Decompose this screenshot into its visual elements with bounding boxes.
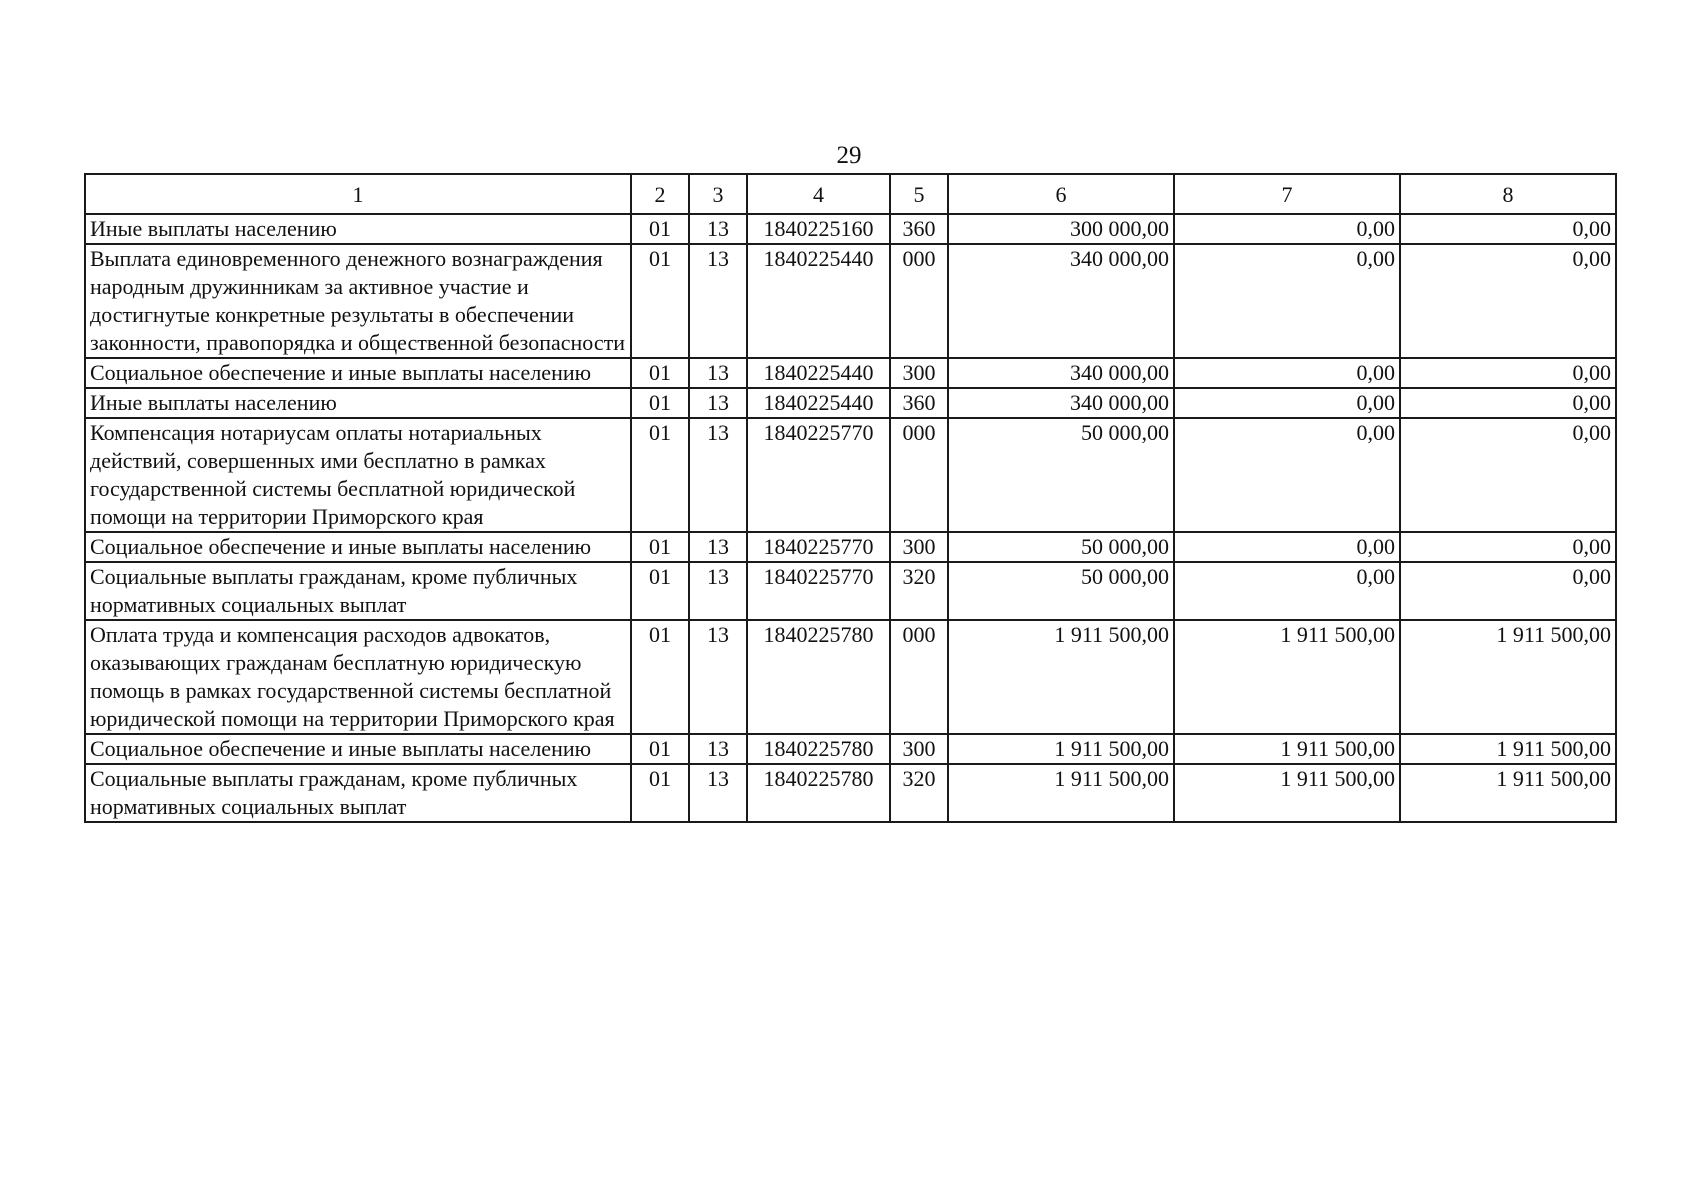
subsection-code: 13 bbox=[689, 358, 747, 388]
amount-col-8: 0,00 bbox=[1400, 214, 1616, 244]
table-row bbox=[85, 358, 1616, 388]
section-code: 01 bbox=[631, 562, 689, 620]
target-article-code: 1840225770 bbox=[747, 532, 890, 562]
amount-col-6: 50 000,00 bbox=[948, 418, 1174, 532]
target-article-code: 1840225780 bbox=[747, 764, 890, 822]
row-description: Социальные выплаты гражданам, кроме публичных нормативных социальных выплат bbox=[85, 562, 631, 620]
target-article-code: 1840225440 bbox=[747, 244, 890, 358]
amount-col-8: 0,00 bbox=[1400, 418, 1616, 532]
subsection-code: 13 bbox=[689, 734, 747, 764]
section-code: 01 bbox=[631, 358, 689, 388]
column-header: 2 bbox=[631, 174, 689, 214]
section-code: 01 bbox=[631, 418, 689, 532]
amount-col-8: 1 911 500,00 bbox=[1400, 734, 1616, 764]
subsection-code: 13 bbox=[689, 620, 747, 734]
amount-col-6: 340 000,00 bbox=[948, 358, 1174, 388]
column-header: 8 bbox=[1400, 174, 1616, 214]
table-row bbox=[85, 244, 1616, 358]
column-header: 3 bbox=[689, 174, 747, 214]
section-code: 01 bbox=[631, 734, 689, 764]
row-description: Социальное обеспечение и иные выплаты населению bbox=[85, 358, 631, 388]
expense-type-code: 320 bbox=[890, 764, 948, 822]
row-description: Иные выплаты населению bbox=[85, 214, 631, 244]
amount-col-7: 1 911 500,00 bbox=[1174, 734, 1400, 764]
table-row bbox=[85, 734, 1616, 764]
row-description: Иные выплаты населению bbox=[85, 388, 631, 418]
target-article-code: 1840225160 bbox=[747, 214, 890, 244]
row-description: Социальное обеспечение и иные выплаты населению bbox=[85, 532, 631, 562]
table-row bbox=[85, 418, 1616, 532]
amount-col-8: 1 911 500,00 bbox=[1400, 620, 1616, 734]
amount-col-6: 300 000,00 bbox=[948, 214, 1174, 244]
expense-type-code: 000 bbox=[890, 418, 948, 532]
amount-col-7: 1 911 500,00 bbox=[1174, 620, 1400, 734]
section-code: 01 bbox=[631, 532, 689, 562]
expense-type-code: 000 bbox=[890, 244, 948, 358]
section-code: 01 bbox=[631, 388, 689, 418]
expense-type-code: 360 bbox=[890, 214, 948, 244]
expense-type-code: 300 bbox=[890, 532, 948, 562]
amount-col-8: 0,00 bbox=[1400, 562, 1616, 620]
subsection-code: 13 bbox=[689, 562, 747, 620]
section-code: 01 bbox=[631, 620, 689, 734]
row-description: Выплата единовременного денежного вознаграждения народным дружинникам за активное участие и достигнутые конкретные результаты в обеспечении законности, правопорядка и общественной безопасности bbox=[85, 244, 631, 358]
amount-col-6: 50 000,00 bbox=[948, 532, 1174, 562]
amount-col-6: 1 911 500,00 bbox=[948, 764, 1174, 822]
amount-col-6: 50 000,00 bbox=[948, 562, 1174, 620]
subsection-code: 13 bbox=[689, 764, 747, 822]
budget-table bbox=[84, 173, 1617, 823]
amount-col-8: 0,00 bbox=[1400, 388, 1616, 418]
section-code: 01 bbox=[631, 214, 689, 244]
target-article-code: 1840225440 bbox=[747, 388, 890, 418]
amount-col-7: 0,00 bbox=[1174, 358, 1400, 388]
amount-col-7: 0,00 bbox=[1174, 244, 1400, 358]
table-row bbox=[85, 214, 1616, 244]
target-article-code: 1840225770 bbox=[747, 562, 890, 620]
amount-col-6: 340 000,00 bbox=[948, 244, 1174, 358]
column-header: 5 bbox=[890, 174, 948, 214]
amount-col-7: 0,00 bbox=[1174, 214, 1400, 244]
amount-col-6: 1 911 500,00 bbox=[948, 620, 1174, 734]
row-description: Оплата труда и компенсация расходов адвокатов, оказывающих гражданам бесплатную юридическую помощь в рамках государственной системы бесплатной юридической помощи на территории Приморского края bbox=[85, 620, 631, 734]
subsection-code: 13 bbox=[689, 418, 747, 532]
table-row bbox=[85, 764, 1616, 822]
amount-col-7: 0,00 bbox=[1174, 532, 1400, 562]
table-row bbox=[85, 562, 1616, 620]
amount-col-7: 0,00 bbox=[1174, 388, 1400, 418]
expense-type-code: 300 bbox=[890, 734, 948, 764]
amount-col-7: 1 911 500,00 bbox=[1174, 764, 1400, 822]
header-row bbox=[85, 174, 1616, 214]
row-description: Социальное обеспечение и иные выплаты населению bbox=[85, 734, 631, 764]
amount-col-8: 0,00 bbox=[1400, 244, 1616, 358]
expense-type-code: 360 bbox=[890, 388, 948, 418]
section-code: 01 bbox=[631, 244, 689, 358]
table-row bbox=[85, 532, 1616, 562]
section-code: 01 bbox=[631, 764, 689, 822]
expense-type-code: 300 bbox=[890, 358, 948, 388]
row-description: Компенсация нотариусам оплаты нотариальных действий, совершенных ими бесплатно в рамках государственной системы бесплатной юридической помощи на территории Приморского края bbox=[85, 418, 631, 532]
amount-col-8: 0,00 bbox=[1400, 532, 1616, 562]
column-header: 7 bbox=[1174, 174, 1400, 214]
expense-type-code: 000 bbox=[890, 620, 948, 734]
table-row bbox=[85, 388, 1616, 418]
subsection-code: 13 bbox=[689, 244, 747, 358]
table-row bbox=[85, 620, 1616, 734]
column-header: 1 bbox=[85, 174, 631, 214]
target-article-code: 1840225770 bbox=[747, 418, 890, 532]
amount-col-7: 0,00 bbox=[1174, 562, 1400, 620]
amount-col-6: 1 911 500,00 bbox=[948, 734, 1174, 764]
subsection-code: 13 bbox=[689, 214, 747, 244]
amount-col-7: 0,00 bbox=[1174, 418, 1400, 532]
target-article-code: 1840225440 bbox=[747, 358, 890, 388]
amount-col-6: 340 000,00 bbox=[948, 388, 1174, 418]
subsection-code: 13 bbox=[689, 388, 747, 418]
amount-col-8: 0,00 bbox=[1400, 358, 1616, 388]
subsection-code: 13 bbox=[689, 532, 747, 562]
target-article-code: 1840225780 bbox=[747, 620, 890, 734]
target-article-code: 1840225780 bbox=[747, 734, 890, 764]
expense-type-code: 320 bbox=[890, 562, 948, 620]
column-header: 4 bbox=[747, 174, 890, 214]
amount-col-8: 1 911 500,00 bbox=[1400, 764, 1616, 822]
column-header: 6 bbox=[948, 174, 1174, 214]
page-number: 29 bbox=[836, 142, 862, 169]
row-description: Социальные выплаты гражданам, кроме публичных нормативных социальных выплат bbox=[85, 764, 631, 822]
